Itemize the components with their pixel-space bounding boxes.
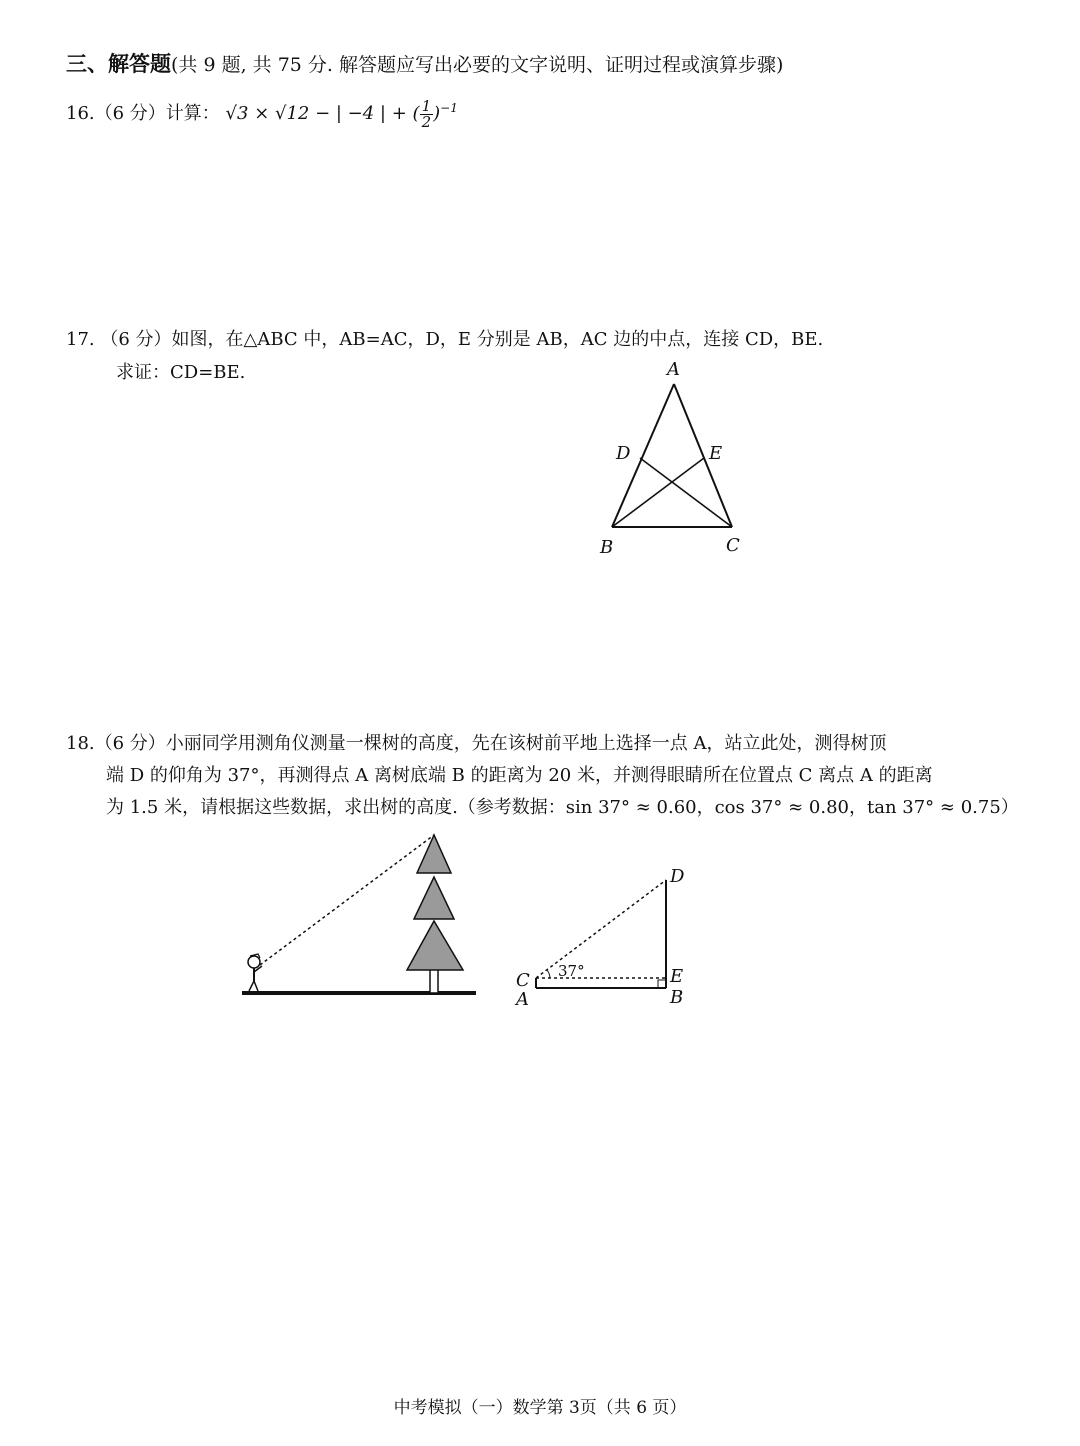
person-figure — [248, 954, 262, 991]
label-d: D — [616, 443, 631, 464]
q16-frac-den: 2 — [421, 112, 432, 131]
label-e: E — [709, 443, 723, 464]
section-description: (共 9 题, 共 75 分. 解答题应写出必要的文字说明、证明过程或演算步骤) — [171, 54, 784, 76]
label-a: A — [516, 989, 529, 1010]
tree-figure — [407, 835, 463, 993]
triangle-figure — [590, 355, 760, 565]
line-cd — [536, 880, 666, 978]
page-footer: 中考模拟（一）数学第 3页（共 6 页） — [393, 1398, 687, 1418]
label-a: A — [667, 359, 680, 380]
q16-expr-part1: √3 × √12 − | −4 | + ( — [225, 103, 420, 124]
q16-label: 16.（6 分）计算： — [66, 103, 220, 124]
q16-expr-part2: ) — [433, 103, 441, 124]
question-18 — [66, 728, 1026, 824]
angle-label: 37° — [558, 962, 585, 980]
section-title: 三、解答题 — [66, 51, 171, 76]
q16-expression — [225, 96, 458, 131]
q17-line2: 求证：CD=BE. — [116, 362, 246, 383]
label-c: C — [516, 970, 530, 991]
q18-line3: 为 1.5 米，请根据这些数据，求出树的高度.（参考数据：sin 37° ≈ 0.60，cos 37° ≈ 0.80，tan 37° ≈ 0.75） — [106, 797, 1019, 818]
q16-fraction — [420, 96, 434, 131]
q18-line1: 18.（6 分）小丽同学用测角仪测量一棵树的高度，先在该树前平地上选择一点 A，站立此处，测得树顶 — [66, 733, 887, 754]
label-e: E — [670, 966, 684, 987]
label-c: C — [726, 535, 740, 556]
tree-scene-illustration — [236, 825, 486, 1005]
section-header — [66, 48, 783, 78]
label-b: B — [600, 537, 614, 558]
q17-line1: 17. （6 分）如图，在△ABC 中，AB=AC，D，E 分别是 AB，AC 边的中点，连接 CD，BE. — [66, 329, 824, 350]
question-16 — [66, 93, 458, 130]
label-b: B — [670, 987, 684, 1008]
segment-be — [612, 458, 704, 527]
sight-line — [260, 835, 434, 965]
right-triangle-diagram — [510, 860, 710, 1010]
right-angle-mark — [658, 980, 666, 988]
angle-arc — [547, 970, 550, 978]
label-d: D — [670, 866, 685, 887]
q18-line2: 端 D 的仰角为 37°，再测得点 A 离树底端 B 的距离为 20 米，并测得眼睛所在位置点 C 离点 A 的距离 — [106, 765, 933, 786]
q16-frac-num: 1 — [421, 96, 432, 115]
q16-exponent: −1 — [440, 101, 458, 115]
